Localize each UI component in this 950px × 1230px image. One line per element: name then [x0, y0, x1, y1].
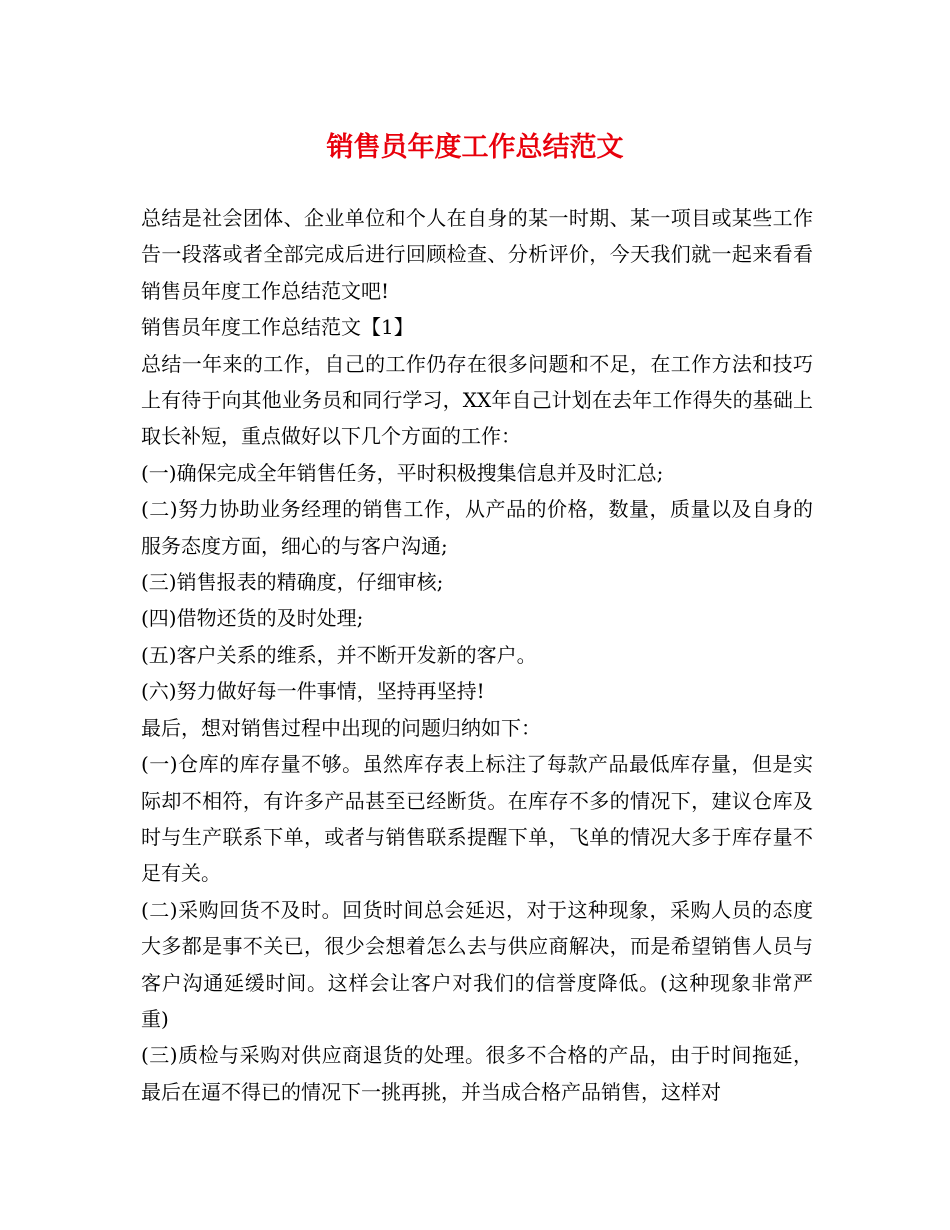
- paragraph-summary: 总结一年来的工作，自己的工作仍存在很多问题和不足，在工作方法和技巧上有待于向其他业务员和同行学习，XX年自己计划在去年工作得失的基础上取长补短，重点做好以下几个方面的工作：: [141, 351, 813, 449]
- problems-intro: 最后，想对销售过程中出现的问题归纳如下：: [141, 715, 541, 740]
- plan-item-2: (二)努力协助业务经理的销售工作，从产品的价格，数量，质量以及自身的服务态度方面，细心的与客户沟通;: [141, 497, 813, 558]
- problem-item-3: (三)质检与采购对供应商退货的处理。很多不合格的产品，由于时间拖延，最后在逼不得已的情况下一挑再挑，并当成合格产品销售，这样对: [141, 1043, 813, 1104]
- plan-item-3: (三)销售报表的精确度，仔细审核;: [141, 570, 444, 595]
- plan-item-4: (四)借物还货的及时处理;: [141, 606, 364, 631]
- document-title: 销售员年度工作总结范文: [326, 132, 624, 163]
- section-heading-1: 销售员年度工作总结范文【1】: [141, 315, 414, 340]
- problem-item-2: (二)采购回货不及时。回货时间总会延迟，对于这种现象，采购人员的态度大多都是事不关已，很少会想着怎么去与供应商解决，而是希望销售人员与客户沟通延缓时间。这样会让客户对我们的信誉度降低。(这种现象非常严重): [141, 897, 813, 1031]
- plan-item-6: (六)努力做好每一件事情，坚持再坚持!: [141, 679, 485, 704]
- plan-item-1: (一)确保完成全年销售任务，平时积极搜集信息并及时汇总;: [141, 460, 664, 485]
- document-body: [141, 200, 813, 1110]
- paragraph-intro: 总结是社会团体、企业单位和个人在自身的某一时期、某一项目或某些工作告一段落或者全部完成后进行回顾检查、分析评价，今天我们就一起来看看销售员年度工作总结范文吧!: [141, 206, 813, 303]
- problem-item-1: (一)仓库的库存量不够。虽然库存表上标注了每款产品最低库存量，但是实际却不相符，有许多产品甚至已经断货。在库存不多的情况下，建议仓库及时与生产联系下单，或者与销售联系提醒下单，飞单的情况大多于库存量不足有关。: [141, 752, 813, 886]
- plan-item-5: (五)客户关系的维系，并不断开发新的客户。: [141, 642, 537, 667]
